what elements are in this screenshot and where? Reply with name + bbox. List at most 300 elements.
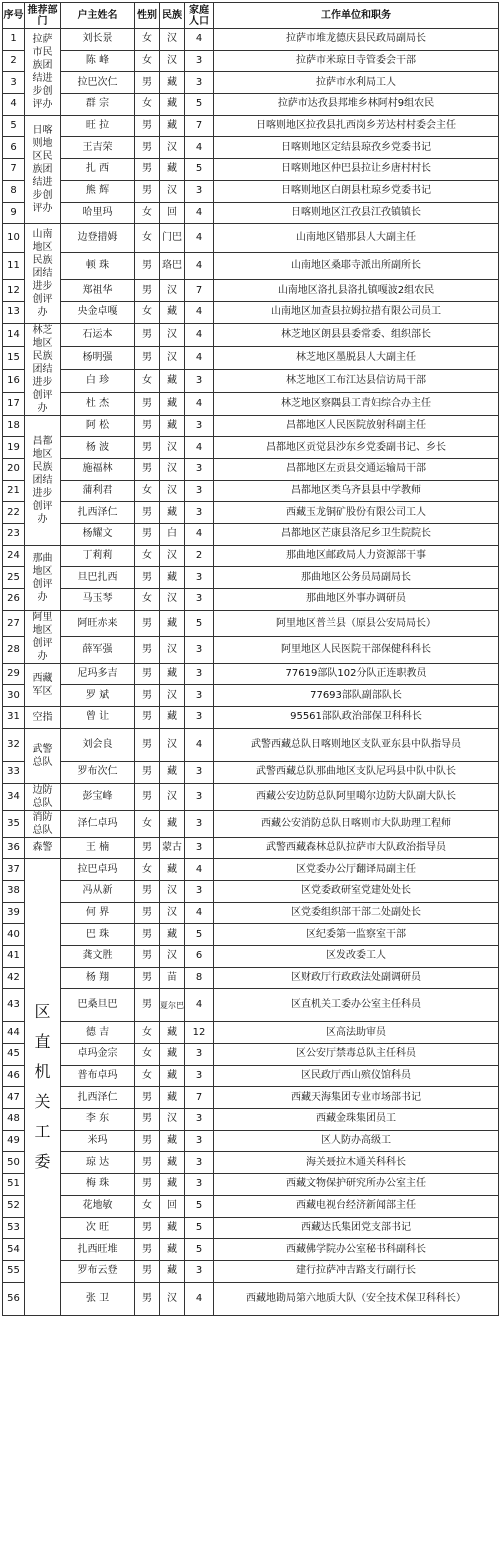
- gender-cell: 女: [135, 1022, 160, 1044]
- gender-cell: 男: [135, 924, 160, 946]
- householder-name: 德 吉: [61, 1022, 135, 1044]
- table-row: [3, 610, 499, 637]
- ethnic-cell: 藏: [160, 94, 185, 116]
- row-number: 29: [3, 663, 25, 685]
- ethnic-cell: 汉: [160, 783, 185, 810]
- table-row: [3, 1087, 499, 1109]
- ethnic-cell: 汉: [160, 480, 185, 502]
- ethnic-cell: 汉: [160, 280, 185, 302]
- table-row: [3, 707, 499, 729]
- householder-name: 顿 珠: [61, 253, 135, 280]
- gender-cell: 男: [135, 945, 160, 967]
- family-count: 4: [185, 137, 214, 159]
- unit-position: 林芝地区朗县县委常委、组织部长: [214, 323, 499, 346]
- dept-cell: 空指: [25, 707, 61, 729]
- table-row: [3, 1260, 499, 1282]
- ethnic-cell: 藏: [160, 369, 185, 392]
- table-row: [3, 1282, 499, 1315]
- family-count: 3: [185, 1152, 214, 1174]
- row-number: 15: [3, 346, 25, 369]
- table-row: [3, 1152, 499, 1174]
- row-number: 30: [3, 685, 25, 707]
- family-count: 3: [185, 1174, 214, 1196]
- unit-position: 拉萨市米琼日寺管委会干部: [214, 50, 499, 72]
- row-number: 37: [3, 859, 25, 881]
- family-count: 3: [185, 783, 214, 810]
- unit-position: 林芝地区墨脱县人大副主任: [214, 346, 499, 369]
- householder-name: 杜 杰: [61, 392, 135, 415]
- family-count: 3: [185, 663, 214, 685]
- ethnic-cell: 藏: [160, 761, 185, 783]
- ethnic-cell: 汉: [160, 458, 185, 480]
- family-count: 5: [185, 1195, 214, 1217]
- table-row: [3, 945, 499, 967]
- table-row: [3, 880, 499, 902]
- row-number: 5: [3, 115, 25, 137]
- ethnic-cell: 藏: [160, 1239, 185, 1261]
- gender-cell: 男: [135, 637, 160, 664]
- row-number: 35: [3, 810, 25, 837]
- householder-name: 丁莉莉: [61, 545, 135, 567]
- family-count: 4: [185, 301, 214, 323]
- unit-position: 昌都地区芒康县洛尼乡卫生院院长: [214, 524, 499, 546]
- row-number: 3: [3, 72, 25, 94]
- table-row: [3, 1044, 499, 1066]
- header-no: 序号: [3, 3, 25, 29]
- gender-cell: 男: [135, 280, 160, 302]
- householder-name: 白 珍: [61, 369, 135, 392]
- unit-position: 77693部队副部队长: [214, 685, 499, 707]
- family-count: 6: [185, 945, 214, 967]
- table-row: [3, 301, 499, 323]
- row-number: 12: [3, 280, 25, 302]
- table-row: [3, 253, 499, 280]
- family-count: 4: [185, 224, 214, 253]
- family-count: 3: [185, 415, 214, 437]
- householder-name: 央金卓嘎: [61, 301, 135, 323]
- family-count: 4: [185, 437, 214, 459]
- ethnic-cell: 藏: [160, 567, 185, 589]
- ethnic-cell: 藏: [160, 1087, 185, 1109]
- ethnic-cell: 珞巴: [160, 253, 185, 280]
- gender-cell: 女: [135, 94, 160, 116]
- row-number: 51: [3, 1174, 25, 1196]
- householder-name: 刘会良: [61, 728, 135, 761]
- row-number: 7: [3, 159, 25, 181]
- gender-cell: 男: [135, 685, 160, 707]
- row-number: 8: [3, 180, 25, 202]
- gender-cell: 女: [135, 859, 160, 881]
- family-count: 4: [185, 989, 214, 1022]
- table-row: [3, 1109, 499, 1131]
- table-row: [3, 902, 499, 924]
- ethnic-cell: 苗: [160, 967, 185, 989]
- row-number: 26: [3, 589, 25, 611]
- table-row: [3, 392, 499, 415]
- header-unit: 工作单位和职务: [214, 3, 499, 29]
- unit-position: 95561部队政治部保卫科科长: [214, 707, 499, 729]
- family-count: 3: [185, 707, 214, 729]
- ethnic-cell: 汉: [160, 637, 185, 664]
- row-number: 50: [3, 1152, 25, 1174]
- householder-name: 蒲利君: [61, 480, 135, 502]
- householder-name: 巴桑旦巴: [61, 989, 135, 1022]
- header-dept: 推荐部门: [25, 3, 61, 29]
- unit-position: 武警西藏总队那曲地区支队尼玛县中队中队长: [214, 761, 499, 783]
- table-row: [3, 810, 499, 837]
- table-row: [3, 637, 499, 664]
- family-count: 3: [185, 1260, 214, 1282]
- gender-cell: 男: [135, 1087, 160, 1109]
- householder-name: 卓玛金宗: [61, 1044, 135, 1066]
- unit-position: 昌都地区贡觉县沙东乡党委副书记、乡长: [214, 437, 499, 459]
- row-number: 17: [3, 392, 25, 415]
- table-row: [3, 480, 499, 502]
- ethnic-cell: 白: [160, 524, 185, 546]
- family-count: 3: [185, 1130, 214, 1152]
- unit-position: 西藏公安边防总队阿里噶尔边防大队副大队长: [214, 783, 499, 810]
- gender-cell: 男: [135, 1109, 160, 1131]
- householder-name: 石运本: [61, 323, 135, 346]
- table-row: [3, 346, 499, 369]
- unit-position: 拉萨市水利局工人: [214, 72, 499, 94]
- ethnic-cell: 藏: [160, 392, 185, 415]
- row-number: 13: [3, 301, 25, 323]
- dept-cell: 那曲地区创评办: [25, 545, 61, 610]
- householder-name: 李 东: [61, 1109, 135, 1131]
- table-row: [3, 989, 499, 1022]
- unit-position: 西藏金珠集团员工: [214, 1109, 499, 1131]
- row-number: 20: [3, 458, 25, 480]
- table-row: [3, 1174, 499, 1196]
- householder-name: 阿 松: [61, 415, 135, 437]
- table-row: [3, 323, 499, 346]
- unit-position: 区党委组织部干部二处副处长: [214, 902, 499, 924]
- ethnic-cell: 藏: [160, 301, 185, 323]
- ethnic-cell: 汉: [160, 685, 185, 707]
- header-ethnic: 民族: [160, 3, 185, 29]
- unit-position: 林芝地区工布江达县信访局干部: [214, 369, 499, 392]
- gender-cell: 男: [135, 902, 160, 924]
- table-row: [3, 29, 499, 51]
- gender-cell: 男: [135, 663, 160, 685]
- gender-cell: 女: [135, 301, 160, 323]
- table-row: [3, 663, 499, 685]
- family-count: 3: [185, 880, 214, 902]
- table-row: [3, 1130, 499, 1152]
- dept-cell: 山南地区民族团结进步创评办: [25, 224, 61, 323]
- householder-name: 郑祖华: [61, 280, 135, 302]
- family-count: 7: [185, 115, 214, 137]
- ethnic-cell: 藏: [160, 1174, 185, 1196]
- householder-name: 杨 翔: [61, 967, 135, 989]
- header-family: 家庭人口: [185, 3, 214, 29]
- householder-name: 薛军强: [61, 637, 135, 664]
- family-count: 4: [185, 902, 214, 924]
- row-number: 16: [3, 369, 25, 392]
- gender-cell: 男: [135, 437, 160, 459]
- family-count: 3: [185, 72, 214, 94]
- ethnic-cell: 藏: [160, 415, 185, 437]
- ethnic-cell: 汉: [160, 323, 185, 346]
- gender-cell: 女: [135, 1195, 160, 1217]
- unit-position: 区纪委第一监察室干部: [214, 924, 499, 946]
- unit-position: 拉萨市达孜县邦堆乡林阿村9组农民: [214, 94, 499, 116]
- ethnic-cell: 藏: [160, 707, 185, 729]
- row-number: 49: [3, 1130, 25, 1152]
- table-row: [3, 50, 499, 72]
- gender-cell: 男: [135, 1217, 160, 1239]
- gender-cell: 男: [135, 761, 160, 783]
- unit-position: 西藏佛学院办公室秘书科副科长: [214, 1239, 499, 1261]
- gender-cell: 男: [135, 137, 160, 159]
- family-count: 4: [185, 728, 214, 761]
- unit-position: 西藏公安消防总队日喀则市大队助理工程师: [214, 810, 499, 837]
- unit-position: 日喀则地区定结县琼孜乡党委书记: [214, 137, 499, 159]
- dept-cell: 林芝地区民族团结进步创评办: [25, 323, 61, 415]
- ethnic-cell: 藏: [160, 924, 185, 946]
- gender-cell: 男: [135, 1130, 160, 1152]
- ethnic-cell: 汉: [160, 945, 185, 967]
- family-count: 12: [185, 1022, 214, 1044]
- householder-name: 琼 达: [61, 1152, 135, 1174]
- gender-cell: 男: [135, 967, 160, 989]
- unit-position: 区人防办高级工: [214, 1130, 499, 1152]
- table-row: [3, 1022, 499, 1044]
- gender-cell: 男: [135, 1174, 160, 1196]
- householder-name: 罗布云登: [61, 1260, 135, 1282]
- row-number: 31: [3, 707, 25, 729]
- family-count: 4: [185, 1282, 214, 1315]
- table-row: [3, 280, 499, 302]
- unit-position: 区财政厅行政政法处副调研员: [214, 967, 499, 989]
- family-count: 7: [185, 1087, 214, 1109]
- householder-name: 尼玛多吉: [61, 663, 135, 685]
- row-number: 24: [3, 545, 25, 567]
- row-number: 36: [3, 837, 25, 859]
- header-row: [3, 3, 499, 29]
- row-number: 22: [3, 502, 25, 524]
- gender-cell: 男: [135, 1282, 160, 1315]
- table-row: [3, 224, 499, 253]
- family-count: 3: [185, 502, 214, 524]
- gender-cell: 男: [135, 610, 160, 637]
- gender-cell: 男: [135, 115, 160, 137]
- row-number: 34: [3, 783, 25, 810]
- gender-cell: 男: [135, 180, 160, 202]
- row-number: 27: [3, 610, 25, 637]
- householder-name: 巴 珠: [61, 924, 135, 946]
- family-count: 5: [185, 610, 214, 637]
- householder-name: 罗 斌: [61, 685, 135, 707]
- householder-name: 拉巴卓玛: [61, 859, 135, 881]
- family-count: 4: [185, 202, 214, 224]
- ethnic-cell: 汉: [160, 346, 185, 369]
- ethnic-cell: 藏: [160, 1152, 185, 1174]
- unit-position: 西藏文物保护研究所办公室主任: [214, 1174, 499, 1196]
- table-row: [3, 115, 499, 137]
- family-count: 4: [185, 346, 214, 369]
- householder-name: 王吉荣: [61, 137, 135, 159]
- family-count: 5: [185, 159, 214, 181]
- householder-name: 泽仁卓玛: [61, 810, 135, 837]
- householder-name: 刘长景: [61, 29, 135, 51]
- unit-position: 区党委办公厅翻译局副主任: [214, 859, 499, 881]
- unit-position: 区民政厅西山殡仪馆科员: [214, 1065, 499, 1087]
- ethnic-cell: 门巴: [160, 224, 185, 253]
- family-count: 4: [185, 323, 214, 346]
- unit-position: 区直机关工委办公室主任科员: [214, 989, 499, 1022]
- ethnic-cell: 汉: [160, 437, 185, 459]
- table-row: [3, 137, 499, 159]
- row-number: 25: [3, 567, 25, 589]
- family-count: 7: [185, 280, 214, 302]
- family-count: 3: [185, 1109, 214, 1131]
- ethnic-cell: 蒙古: [160, 837, 185, 859]
- row-number: 47: [3, 1087, 25, 1109]
- dept-cell: 森警: [25, 837, 61, 859]
- householder-name: 拉巴次仁: [61, 72, 135, 94]
- householder-name: 何 界: [61, 902, 135, 924]
- family-count: 3: [185, 810, 214, 837]
- householder-name: 次 旺: [61, 1217, 135, 1239]
- family-count: 3: [185, 761, 214, 783]
- gender-cell: 女: [135, 810, 160, 837]
- unit-position: 山南地区加查县拉姆拉措有限公司员工: [214, 301, 499, 323]
- row-number: 28: [3, 637, 25, 664]
- ethnic-cell: 藏: [160, 1044, 185, 1066]
- unit-position: 区党委政研室党建处处长: [214, 880, 499, 902]
- dept-cell: 边防总队: [25, 783, 61, 810]
- unit-position: 山南地区桑耶寺派出所副所长: [214, 253, 499, 280]
- unit-position: 拉萨市堆龙德庆县民政局副局长: [214, 29, 499, 51]
- row-number: 23: [3, 524, 25, 546]
- unit-position: 武警西藏总队日喀则地区支队亚东县中队指导员: [214, 728, 499, 761]
- table-row: [3, 159, 499, 181]
- family-count: 3: [185, 837, 214, 859]
- gender-cell: 男: [135, 783, 160, 810]
- ethnic-cell: 汉: [160, 728, 185, 761]
- row-number: 10: [3, 224, 25, 253]
- table-row: [3, 437, 499, 459]
- householder-name: 杨明强: [61, 346, 135, 369]
- unit-position: 日喀则地区江孜县江孜镇镇长: [214, 202, 499, 224]
- table-row: [3, 415, 499, 437]
- householder-name: 米玛: [61, 1130, 135, 1152]
- ethnic-cell: 藏: [160, 1130, 185, 1152]
- row-number: 9: [3, 202, 25, 224]
- family-count: 3: [185, 369, 214, 392]
- table-row: [3, 72, 499, 94]
- header-name: 户主姓名: [61, 3, 135, 29]
- unit-position: 阿里地区人民医院干部保健科科长: [214, 637, 499, 664]
- family-count: 8: [185, 967, 214, 989]
- householder-name: 曾 让: [61, 707, 135, 729]
- unit-position: 昌都地区类乌齐县县中学教师: [214, 480, 499, 502]
- householder-name: 花地敏: [61, 1195, 135, 1217]
- ethnic-cell: 回: [160, 202, 185, 224]
- family-count: 4: [185, 859, 214, 881]
- householder-name: 扎西泽仁: [61, 502, 135, 524]
- gender-cell: 男: [135, 880, 160, 902]
- dept-cell: 武警总队: [25, 728, 61, 783]
- householder-name: 阿旺赤来: [61, 610, 135, 637]
- gender-cell: 男: [135, 989, 160, 1022]
- gender-cell: 男: [135, 502, 160, 524]
- dept-cell: 西藏军区: [25, 663, 61, 706]
- family-count: 3: [185, 637, 214, 664]
- ethnic-cell: 藏: [160, 1065, 185, 1087]
- gender-cell: 男: [135, 458, 160, 480]
- table-row: [3, 1065, 499, 1087]
- ethnic-cell: 汉: [160, 50, 185, 72]
- householder-name: 扎西旺堆: [61, 1239, 135, 1261]
- table-row: [3, 94, 499, 116]
- table-row: [3, 589, 499, 611]
- row-number: 53: [3, 1217, 25, 1239]
- unit-position: 昌都地区人民医院放射科副主任: [214, 415, 499, 437]
- gender-cell: 女: [135, 224, 160, 253]
- gender-cell: 男: [135, 1260, 160, 1282]
- unit-position: 西藏天海集团专业市场部书记: [214, 1087, 499, 1109]
- ethnic-cell: 藏: [160, 1022, 185, 1044]
- ethnic-cell: 藏: [160, 810, 185, 837]
- unit-position: 日喀则地区拉孜县扎西岗乡芳达村村委会主任: [214, 115, 499, 137]
- unit-position: 区公安厅禁毒总队主任科员: [214, 1044, 499, 1066]
- householder-name: 陈 峰: [61, 50, 135, 72]
- ethnic-cell: 汉: [160, 545, 185, 567]
- ethnic-cell: 汉: [160, 1282, 185, 1315]
- gender-cell: 男: [135, 728, 160, 761]
- row-number: 32: [3, 728, 25, 761]
- row-number: 38: [3, 880, 25, 902]
- table-row: [3, 369, 499, 392]
- family-count: 4: [185, 392, 214, 415]
- householder-name: 马玉琴: [61, 589, 135, 611]
- family-count: 5: [185, 1217, 214, 1239]
- gender-cell: 女: [135, 589, 160, 611]
- gender-cell: 男: [135, 159, 160, 181]
- unit-position: 那曲地区邮政局人力资源部干事: [214, 545, 499, 567]
- family-count: 3: [185, 180, 214, 202]
- householder-name: 张 卫: [61, 1282, 135, 1315]
- family-count: 5: [185, 924, 214, 946]
- table-row: [3, 502, 499, 524]
- family-count: 3: [185, 50, 214, 72]
- ethnic-cell: 汉: [160, 29, 185, 51]
- row-number: 18: [3, 415, 25, 437]
- gender-cell: 女: [135, 202, 160, 224]
- table-row: [3, 1195, 499, 1217]
- row-number: 45: [3, 1044, 25, 1066]
- table-row: [3, 1239, 499, 1261]
- gender-cell: 女: [135, 480, 160, 502]
- family-count: 3: [185, 480, 214, 502]
- ethnic-cell: 汉: [160, 137, 185, 159]
- ethnic-cell: 藏: [160, 1217, 185, 1239]
- ethnic-cell: 藏: [160, 663, 185, 685]
- table-row: [3, 761, 499, 783]
- gender-cell: 女: [135, 545, 160, 567]
- table-row: [3, 728, 499, 761]
- row-number: 2: [3, 50, 25, 72]
- unit-position: 西藏玉龙铜矿股份有限公司工人: [214, 502, 499, 524]
- gender-cell: 男: [135, 415, 160, 437]
- row-number: 40: [3, 924, 25, 946]
- householder-name: 扎西泽仁: [61, 1087, 135, 1109]
- row-number: 46: [3, 1065, 25, 1087]
- family-count: 4: [185, 253, 214, 280]
